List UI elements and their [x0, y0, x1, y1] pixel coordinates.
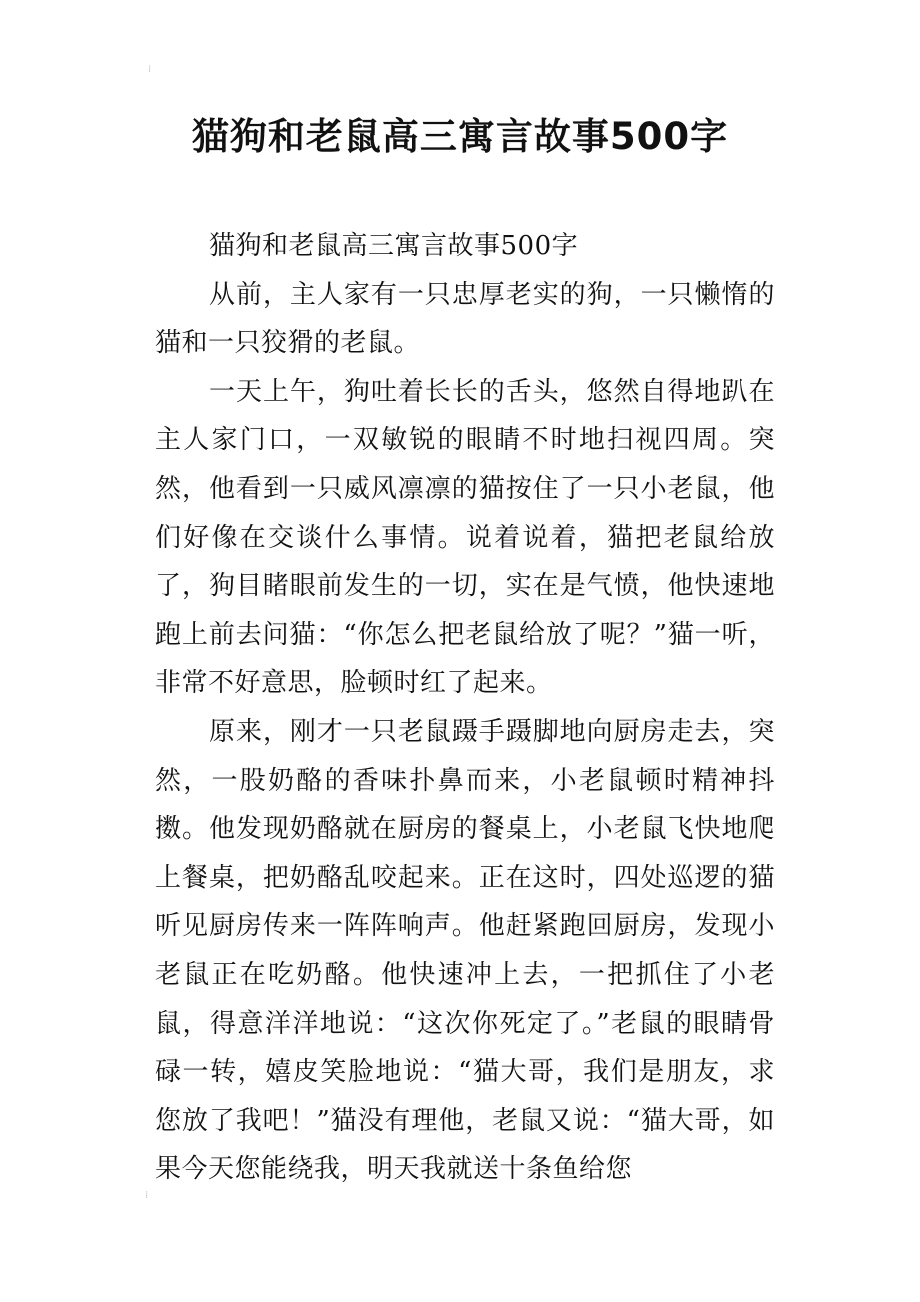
- document-title: 猫狗和老鼠高三寓言故事500字: [191, 115, 729, 158]
- corner-mark-top: ⁞: [148, 64, 152, 75]
- document-body: [155, 222, 775, 1194]
- paragraph: 原来，刚才一只老鼠蹑手蹑脚地向厨房走去，突然，一股奶酪的香味扑鼻而来，小老鼠顿时精神抖擞。他发现奶酪就在厨房的餐桌上，小老鼠飞快地爬上餐桌，把奶酪乱咬起来。正在这时，四处巡逻的猫听见厨房传来一阵阵响声。他赶紧跑回厨房，发现小老鼠正在吃奶酪。他快速冲上去，一把抓住了小老鼠，得意洋洋地说：“这次你死定了。”老鼠的眼睛骨碌一转，嬉皮笑脸地说：“猫大哥，我们是朋友，求您放了我吧！”猫没有理他，老鼠又说：“猫大哥，如果今天您能绕我，明天我就送十条鱼给您: [155, 716, 775, 1185]
- paragraph-heading: 猫狗和老鼠高三寓言故事500字: [209, 231, 579, 261]
- corner-mark-bottom: ⁞: [145, 1190, 149, 1201]
- paragraph: 一天上午，狗吐着长长的舌头，悠然自得地趴在主人家门口，一双敏锐的眼睛不时地扫视四周。突然，他看到一只威风凛凛的猫按住了一只小老鼠，他们好像在交谈什么事情。说着说着，猫把老鼠给放了，狗目睹眼前发生的一切，实在是气愤，他快速地跑上前去问猫：“你怎么把老鼠给放了呢？”猫一听，非常不好意思，脸顿时红了起来。: [155, 376, 775, 699]
- paragraph: 从前，主人家有一只忠厚老实的狗，一只懒惰的猫和一只狡猾的老鼠。: [155, 279, 775, 359]
